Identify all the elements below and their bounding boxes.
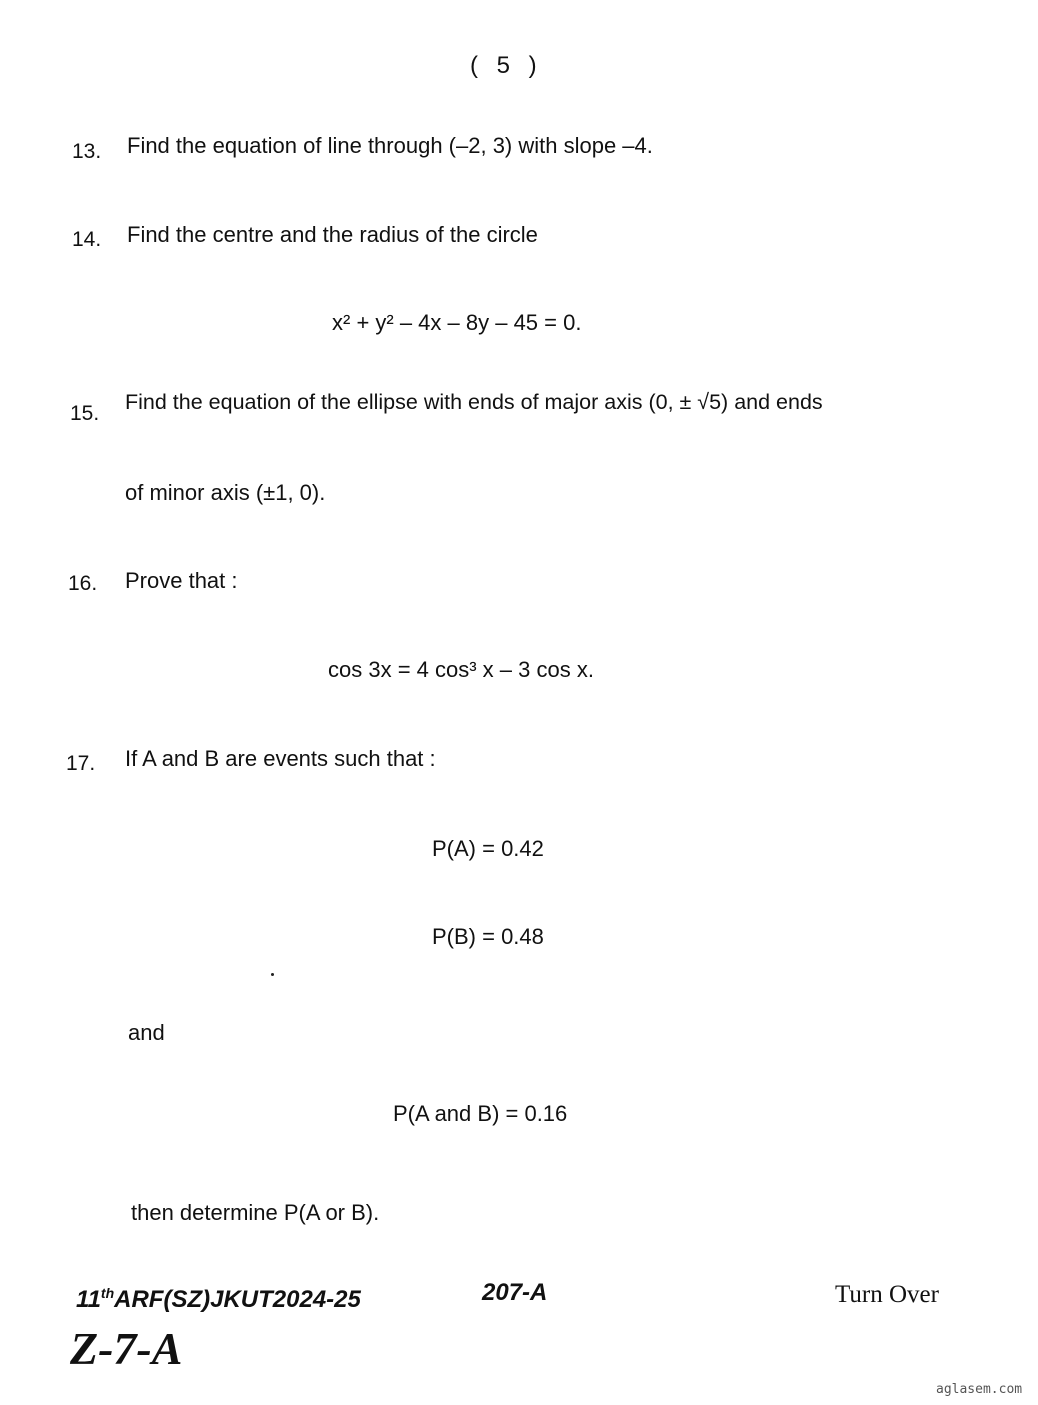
question-text: Find the centre and the radius of the circle <box>127 222 538 247</box>
question-text: Find the equation of the ellipse with ends of major axis (0, ± √5) and ends <box>125 390 823 414</box>
question-number: 17. <box>66 752 96 775</box>
and-label: and <box>128 1020 165 1045</box>
probability-a-and-b: P(A and B) = 0.16 <box>393 1101 568 1126</box>
question-number: 14. <box>72 228 102 251</box>
series-code: Z-7-A <box>70 1323 183 1374</box>
circle-equation: x² + y² – 4x – 8y – 45 = 0. <box>332 310 582 335</box>
question-number: 16. <box>68 572 98 595</box>
probability-a: P(A) = 0.42 <box>432 836 544 861</box>
stray-dot <box>271 973 274 976</box>
trig-identity: cos 3x = 4 cos³ x – 3 cos x. <box>328 657 594 682</box>
question-conclusion: then determine P(A or B). <box>131 1200 380 1225</box>
turn-over: Turn Over <box>835 1281 939 1308</box>
question-text: If A and B are events such that : <box>125 746 436 771</box>
question-number: 13. <box>72 140 102 163</box>
exam-code <box>76 1286 361 1314</box>
question-text-continued: of minor axis (±1, 0). <box>125 480 326 505</box>
watermark: aglasem.com <box>936 1382 1023 1397</box>
question-number: 15. <box>70 402 100 425</box>
page-number: ( 5 ) <box>470 52 543 79</box>
probability-b: P(B) = 0.48 <box>432 924 544 949</box>
exam-code-suffix: th <box>100 1285 115 1301</box>
question-text: Find the equation of line through (–2, 3) with slope –4. <box>127 133 653 158</box>
exam-code-prefix: 11 <box>76 1286 101 1313</box>
question-text: Prove that : <box>125 568 238 593</box>
exam-code-rest: ARF(SZ)JKUT2024-25 <box>114 1286 361 1313</box>
paper-code: 207-A <box>482 1279 548 1306</box>
